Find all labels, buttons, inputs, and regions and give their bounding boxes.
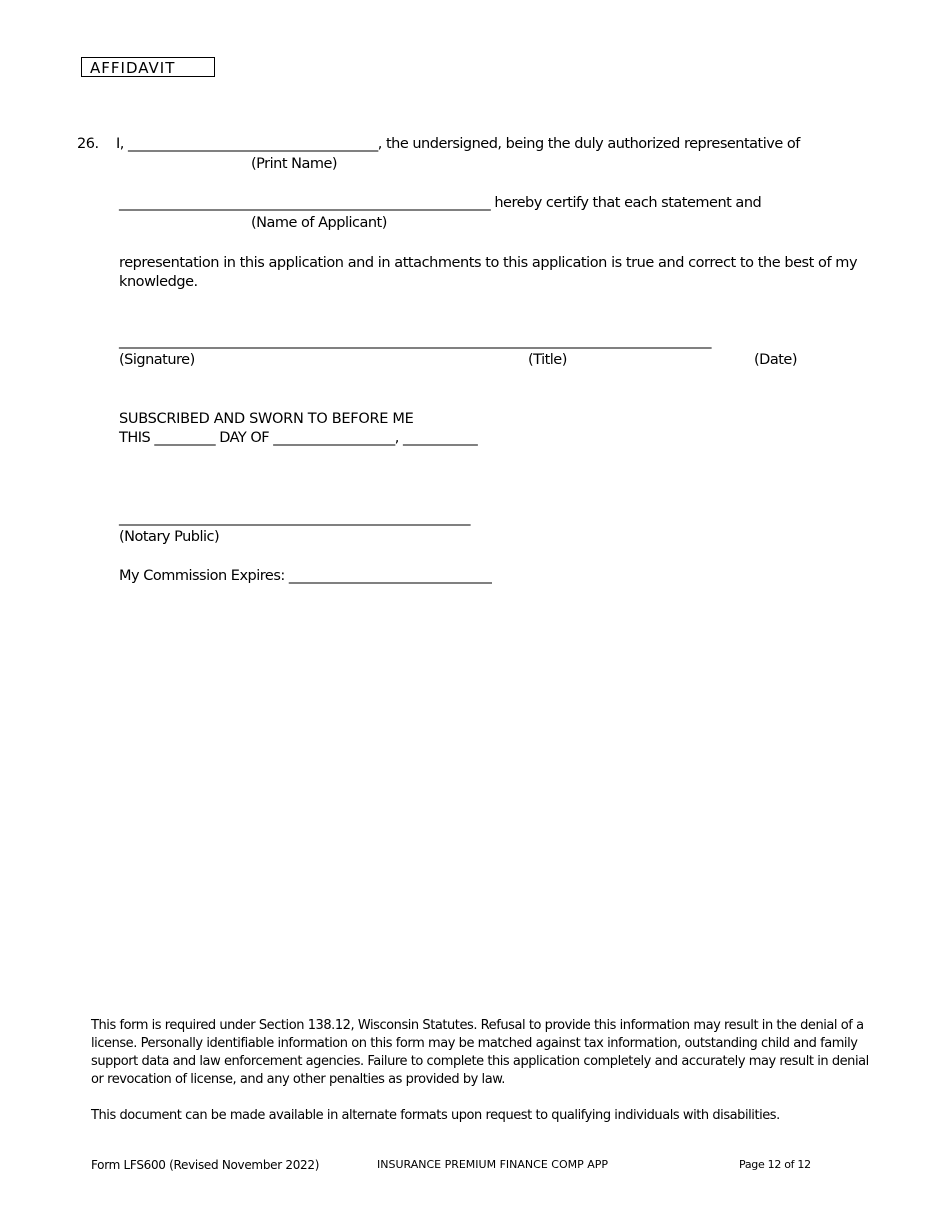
signature-line: _________________________________________________________________________________________ bbox=[119, 333, 711, 349]
applicant-caption: (Name of Applicant) bbox=[251, 215, 387, 231]
certification-text: representation in this application and in attachments to this application is true and correct to the best of my knowledge. bbox=[119, 255, 858, 290]
representative-line: I, _____________________________________, the undersigned, being the duly authorized representative of bbox=[116, 136, 800, 152]
footer-notice: This form is required under Section 138.12, Wisconsin Statutes. Refusal to provide this information may result in the denial of a license. Personally identifiable information on this form may be matched against tax information, outstanding child and family support data and law enforcement agencies. Failure to complete this application completely and accurately may result in denial or revocation of license, and any other penalties as provided by law. bbox=[91, 1018, 869, 1087]
notary-signature-line: ____________________________________________________ bbox=[119, 510, 470, 526]
item-number: 26. bbox=[77, 136, 99, 152]
section-label: AFFIDAVIT bbox=[81, 57, 215, 77]
this-day-line: THIS _________ DAY OF __________________, ___________ bbox=[119, 430, 478, 446]
form-title: INSURANCE PREMIUM FINANCE COMP APP bbox=[377, 1158, 609, 1171]
form-id: Form LFS600 (Revised November 2022) bbox=[91, 1158, 320, 1172]
commission-expires: My Commission Expires: ______________________________ bbox=[119, 568, 492, 584]
signature-caption: (Signature) bbox=[119, 352, 195, 368]
page-number: Page 12 of 12 bbox=[739, 1158, 811, 1171]
subscribed-line: SUBSCRIBED AND SWORN TO BEFORE ME bbox=[119, 411, 414, 427]
applicant-line: _______________________________________________________ hereby certify that each statement and bbox=[119, 195, 762, 211]
print-name-caption: (Print Name) bbox=[251, 156, 338, 172]
title-caption: (Title) bbox=[528, 352, 567, 368]
notary-caption: (Notary Public) bbox=[119, 529, 220, 545]
date-caption: (Date) bbox=[754, 352, 797, 368]
accessibility-notice: This document can be made available in alternate formats upon request to qualifying individuals with disabilities. bbox=[91, 1108, 780, 1123]
